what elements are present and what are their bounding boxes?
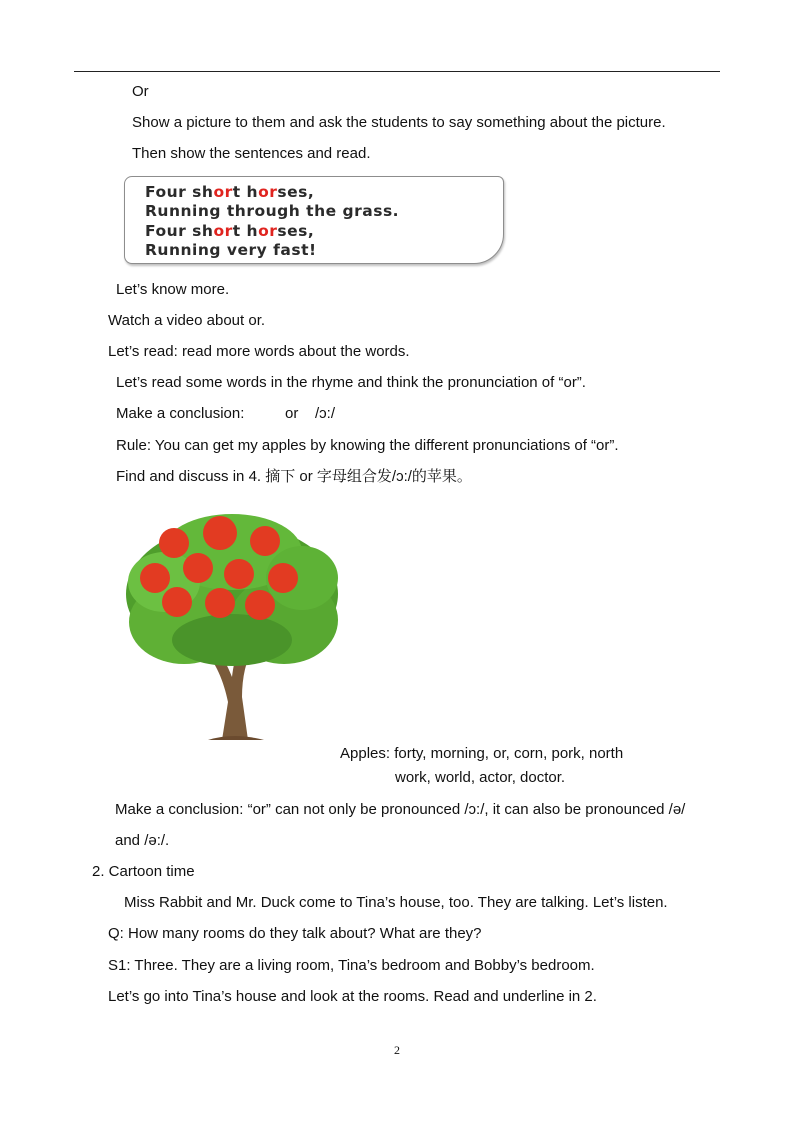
rhyme-card	[124, 176, 504, 264]
rhyme-line-2: Running through the grass.	[145, 202, 400, 220]
conclusion-1-label: Make a conclusion:	[116, 405, 245, 422]
apple	[245, 590, 275, 620]
cartoon-time-heading: 2. Cartoon time	[92, 863, 195, 880]
conclusion-2-line-1: Make a conclusion: “or” can not only be pronounced /ɔ:/, it can also be pronounced /ə/	[115, 801, 686, 818]
apple	[140, 563, 170, 593]
rhyme-line-4: Running very fast!	[145, 241, 317, 259]
apples-word-list-1: Apples: forty, morning, or, corn, pork, north	[340, 745, 624, 762]
rhyme-line-1: Four short horses,	[145, 183, 315, 201]
apple	[205, 588, 235, 618]
tree-roots	[208, 736, 264, 740]
apple	[159, 528, 189, 558]
conclusion-1-or: or	[285, 405, 299, 422]
rhyme-line-3: Four short horses,	[145, 222, 315, 240]
page-number: 2	[394, 1043, 400, 1057]
miss-rabbit-line: Miss Rabbit and Mr. Duck come to Tina’s house, too. They are talking. Let’s listen.	[124, 894, 668, 911]
lets-read-rhyme: Let’s read some words in the rhyme and think the pronunciation of “or”.	[116, 374, 586, 391]
question-line: Q: How many rooms do they talk about? What are they?	[108, 925, 482, 942]
or-heading: Or	[132, 83, 149, 100]
apple	[162, 587, 192, 617]
conclusion-2-line-2: and /ə:/.	[115, 832, 170, 849]
lets-know-more: Let’s know more.	[116, 281, 230, 298]
answer-line: S1: Three. They are a living room, Tina’s bedroom and Bobby’s bedroom.	[108, 957, 595, 974]
instruction-then-show: Then show the sentences and read.	[132, 145, 371, 162]
apple-tree-illustration	[124, 512, 340, 740]
instruction-show-picture: Show a picture to them and ask the students to say something about the picture.	[132, 114, 666, 131]
find-discuss: Find and discuss in 4. 摘下 or 字母组合发/ɔ:/的苹果。	[116, 468, 472, 485]
lets-read-more: Let’s read: read more words about the words.	[108, 343, 410, 360]
conclusion-1-ipa: /ɔ:/	[315, 405, 336, 422]
go-into-line: Let’s go into Tina’s house and look at the rooms. Read and underline in 2.	[108, 988, 597, 1005]
apple	[203, 516, 237, 550]
apple	[224, 559, 254, 589]
header-rule	[74, 71, 720, 72]
rule-text: Rule: You can get my apples by knowing the different pronunciations of “or”.	[116, 437, 619, 454]
watch-video: Watch a video about or.	[108, 312, 266, 329]
apples-word-list-2: work, world, actor, doctor.	[395, 769, 566, 786]
apple	[250, 526, 280, 556]
apple	[268, 563, 298, 593]
apple	[183, 553, 213, 583]
